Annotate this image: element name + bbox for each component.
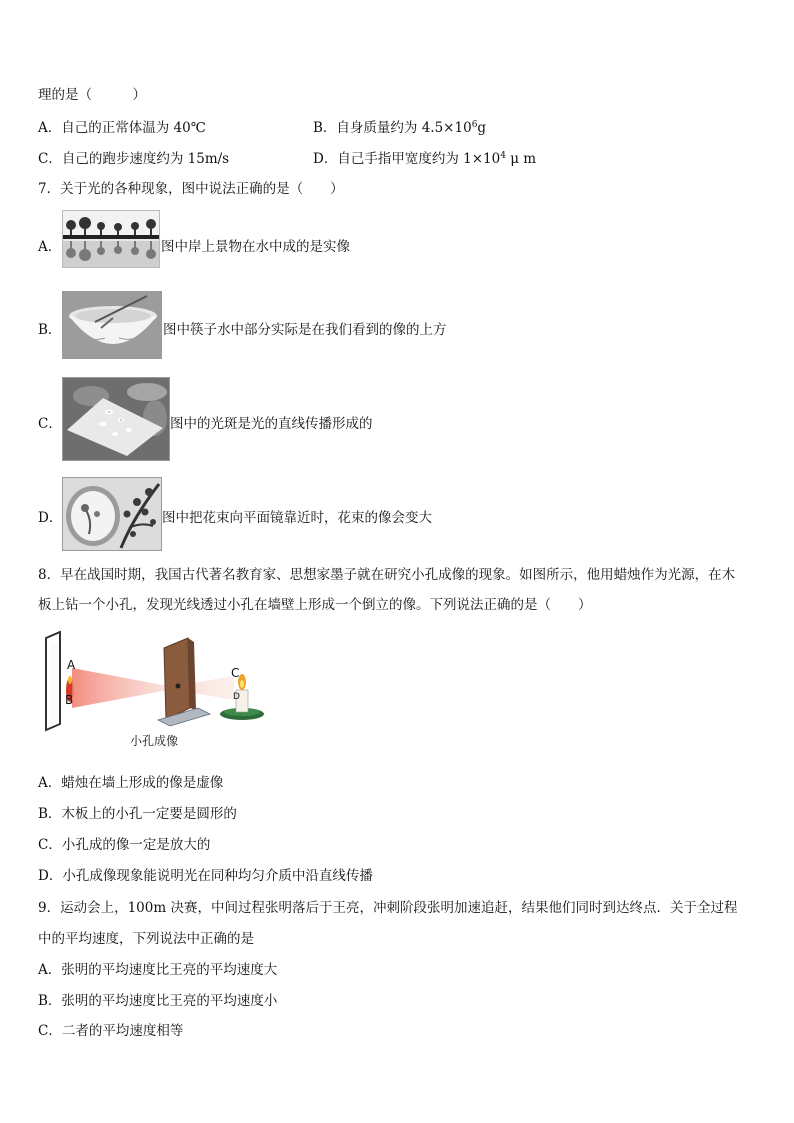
q9-stem-line2: 中的平均速度，下列说法中正确的是 bbox=[38, 931, 254, 947]
option-text: 自己的跑步速度约为 15m/s bbox=[61, 151, 230, 167]
q8-option-d[interactable] bbox=[38, 864, 373, 884]
option-letter: B． bbox=[38, 806, 62, 822]
option-text: 张明的平均速度比王亮的平均速度小 bbox=[61, 993, 278, 1009]
option-unit: μ m bbox=[505, 151, 537, 167]
q8-option-a[interactable] bbox=[38, 771, 223, 791]
reflection-photo bbox=[62, 210, 160, 268]
q6-stem-tail: 理的是（ ） bbox=[38, 87, 146, 103]
label-a: A bbox=[67, 658, 76, 672]
option-text: 小孔成像现象能说明光在同种均匀介质中沿直线传播 bbox=[62, 868, 373, 884]
label-b: B bbox=[65, 693, 74, 707]
q7-option-a-text: 图中岸上景物在水中成的是实像 bbox=[161, 239, 350, 255]
q7-option-b-text: 图中筷子水中部分实际是在我们看到的像的上方 bbox=[163, 322, 447, 338]
reflection-illustration bbox=[63, 211, 159, 267]
q9-option-c[interactable] bbox=[38, 1019, 183, 1039]
mirror-flowers-photo bbox=[62, 477, 162, 551]
option-letter: A． bbox=[38, 120, 62, 136]
option-text: 张明的平均速度比王亮的平均速度大 bbox=[61, 962, 278, 978]
exponent: 4 bbox=[500, 151, 506, 161]
q7-option-c-letter[interactable]: C． bbox=[38, 416, 62, 432]
light-spots-illustration bbox=[63, 378, 169, 460]
label-d: D bbox=[233, 692, 240, 702]
option-text: 木板上的小孔一定要是圆形的 bbox=[61, 806, 237, 822]
label-c: C bbox=[231, 666, 240, 680]
option-text: 小孔成的像一定是放大的 bbox=[61, 837, 211, 853]
option-letter: C． bbox=[38, 837, 62, 853]
q7-option-b-letter[interactable]: B． bbox=[38, 322, 62, 338]
q7-option-c-text: 图中的光斑是光的直线传播形成的 bbox=[170, 416, 373, 432]
q7-option-d-text: 图中把花束向平面镜靠近时，花束的像会变大 bbox=[162, 510, 432, 526]
option-letter: A． bbox=[38, 775, 62, 791]
option-letter: C． bbox=[38, 1023, 62, 1039]
q8-option-c[interactable] bbox=[38, 833, 210, 853]
option-letter: B． bbox=[38, 993, 62, 1009]
exponent: 6 bbox=[471, 120, 478, 130]
option-text: 自身质量约为 4.5×10 bbox=[336, 120, 472, 136]
q8-stem-line1: 8．早在战国时期，我国古代著名教育家、思想家墨子就在研究小孔成像的现象。如图所示，他用蜡烛作为光源，在木 bbox=[38, 567, 736, 583]
q9-option-a[interactable] bbox=[38, 958, 277, 978]
option-unit: g bbox=[477, 120, 487, 136]
q8-option-b[interactable] bbox=[38, 802, 237, 822]
light-spots-photo bbox=[62, 377, 170, 461]
figure-caption: 小孔成像 bbox=[130, 734, 179, 748]
bowl-chopsticks-photo bbox=[62, 291, 162, 359]
q6-option-d[interactable] bbox=[313, 147, 536, 167]
option-letter: A． bbox=[38, 962, 62, 978]
option-letter: D． bbox=[313, 151, 338, 167]
mirror-illustration bbox=[63, 478, 161, 550]
q6-option-c[interactable] bbox=[38, 147, 229, 167]
option-letter: C． bbox=[38, 151, 62, 167]
q6-option-a[interactable] bbox=[38, 116, 206, 136]
q8-stem-line2: 板上钻一个小孔，发现光线透过小孔在墙壁上形成一个倒立的像。下列说法正确的是（ ） bbox=[38, 597, 592, 613]
option-text: 自己的正常体温为 40℃ bbox=[61, 120, 206, 136]
bowl-illustration bbox=[63, 292, 161, 358]
pinhole-figure bbox=[38, 628, 278, 753]
q6-option-b[interactable] bbox=[313, 116, 486, 136]
q9-stem-line1: 9．运动会上，100m 决赛，中间过程张明落后于王亮，冲刺阶段张明加速追赶，结果他们同时到达终点．关于全过程 bbox=[38, 900, 738, 916]
option-text: 自己手指甲宽度约为 1×10 bbox=[337, 151, 501, 167]
option-letter: B． bbox=[313, 120, 337, 136]
q9-option-b[interactable] bbox=[38, 989, 277, 1009]
option-text: 蜡烛在墙上形成的像是虚像 bbox=[61, 775, 224, 791]
option-letter: D． bbox=[38, 868, 63, 884]
q7-option-d-letter[interactable]: D． bbox=[38, 510, 63, 526]
option-text: 二者的平均速度相等 bbox=[61, 1023, 184, 1039]
q7-stem: 7．关于光的各种现象，图中说法正确的是（ ） bbox=[38, 181, 344, 197]
q7-option-a-letter[interactable]: A． bbox=[38, 239, 62, 255]
